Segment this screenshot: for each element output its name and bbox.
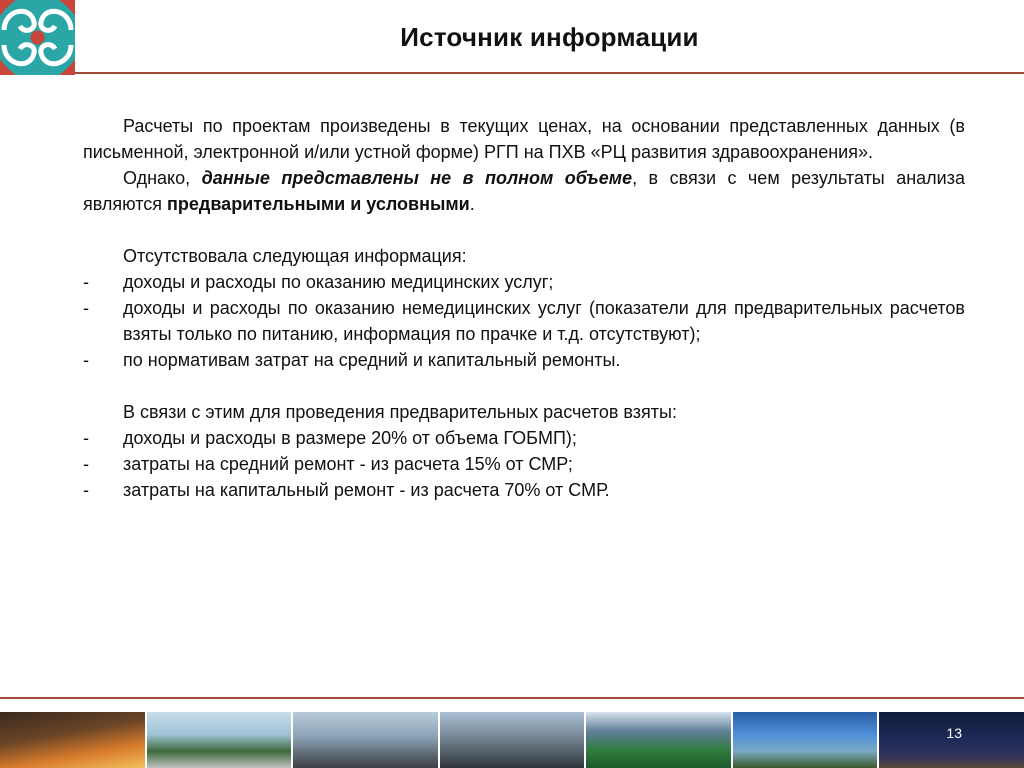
list-item [83,451,965,477]
photo-stadium [586,712,731,768]
list-item [83,477,965,503]
spacer [83,217,965,243]
emphasis-incomplete-data: данные представлены не в полном объеме [201,168,633,188]
photo-highway-night [0,712,145,768]
body-text [83,113,965,503]
however-lead: Однако, [123,168,202,188]
list-dash: - [83,272,89,292]
header-divider [75,72,1024,74]
emphasis-preliminary: предварительными и условными [167,194,470,214]
list-item-text: затраты на капитальный ремонт - из расчета 70% от СМР. [123,480,610,500]
assumed-intro: В связи с этим для проведения предварительных расчетов взяты: [123,402,677,422]
list-item [83,347,965,373]
however-end: . [469,194,475,214]
footer-divider [0,697,1024,699]
list-item-text: затраты на средний ремонт - из расчета 15% от СМР; [123,454,573,474]
list-item-text: доходы и расходы по оказанию немедицинских услуг (показатели для предварительных расчетов взяты только по питанию, информация по прачке и т.д. отсутствуют); [123,298,965,344]
list-dash: - [83,298,89,318]
list-item [83,269,965,295]
list-item-text: по нормативам затрат на средний и капитальный ремонты. [123,350,621,370]
ornament-logo-icon [0,0,75,75]
missing-intro: Отсутствовала следующая информация: [123,246,467,266]
photo-industrial-plant [293,712,438,768]
list-item-text: доходы и расходы по оказанию медицинских услуг; [123,272,554,292]
paragraph-however [83,165,965,217]
list-item-text: доходы и расходы в размере 20% от объема ГОБМП); [123,428,577,448]
photo-train [147,712,292,768]
footer-photo-strip [0,712,1024,768]
list-dash: - [83,454,89,474]
spacer [83,373,965,399]
paragraph-calculations: Расчеты по проектам произведены в текущих ценах, на основании представленных данных (в письменной, электронной и/или устной форме) РГП на ПХВ «РЦ развития здравоохранения». [83,116,965,162]
however-middle: , в связи с чем результаты анализа являются [83,168,965,214]
list-dash: - [83,350,89,370]
page-title: Источник информации [400,22,699,52]
list-dash: - [83,480,89,500]
photo-road-sky [733,712,878,768]
list-dash: - [83,428,89,448]
list-item [83,425,965,451]
page-number: 13 [946,725,962,741]
list-item [83,295,965,347]
photo-refinery [440,712,585,768]
